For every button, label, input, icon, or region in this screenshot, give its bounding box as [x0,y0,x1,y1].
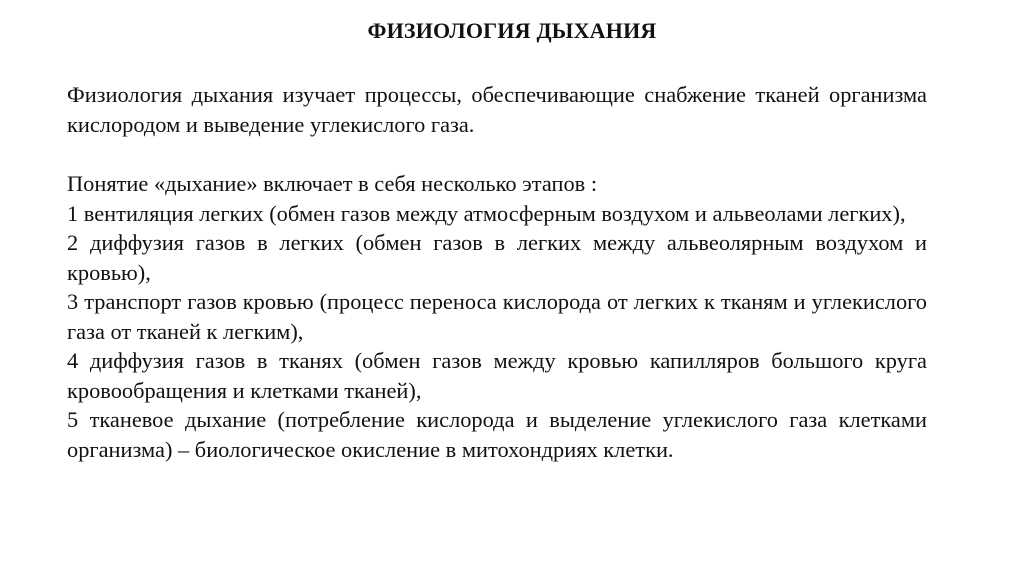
intro-paragraph: Физиология дыхания изучает процессы, обеспечивающие снабжение тканей организма кислородом и выведение углекислого газа. [67,82,927,137]
stage-item-1: 1 вентиляция легких (обмен газов между атмосферным воздухом и альвеолами легких), [67,200,906,226]
stage-item-4: 4 диффузия газов в тканях (обмен газов между кровью капилляров большого круга кровообращения и клетками тканей), [67,348,927,403]
slide-title: ФИЗИОЛОГИЯ ДЫХАНИЯ [367,18,657,43]
stage-item-2: 2 диффузия газов в легких (обмен газов в легких между альвеолярным воздухом и кровью), [67,230,927,285]
slide-body [67,80,927,464]
stage-item-3: 3 транспорт газов кровью (процесс переноса кислорода от легких к тканям и углекислого газа от тканей к легким), [67,289,927,344]
stages-heading: Понятие «дыхание» включает в себя несколько этапов : [67,171,598,196]
stage-item-5: 5 тканевое дыхание (потребление кислорода и выделение углекислого газа клетками организма) – биологическое окисление в митохондриях клетки. [67,407,927,462]
